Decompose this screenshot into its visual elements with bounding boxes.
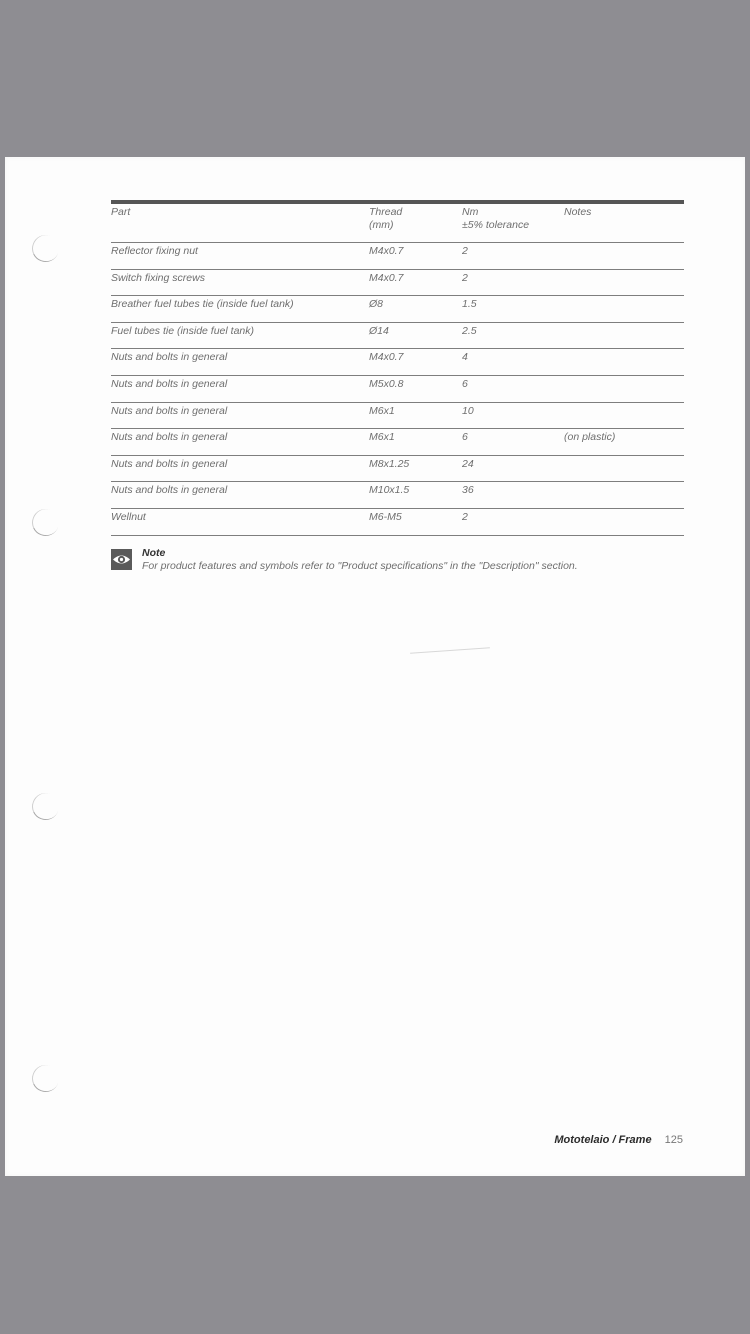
header-notes: Notes <box>564 206 592 218</box>
table-row <box>111 243 684 270</box>
cell-thread: M6x1 <box>369 404 395 417</box>
header-thread-line1: Thread <box>369 206 403 218</box>
document-page <box>5 157 745 1176</box>
cell-thread: M10x1.5 <box>369 484 410 497</box>
table-row <box>111 509 684 536</box>
table-row <box>111 270 684 297</box>
note-text: For product features and symbols refer to "Product specifications" in the "Description" section. <box>142 560 578 572</box>
table-row <box>111 376 684 403</box>
cell-nm: 2 <box>462 245 468 257</box>
footer-section-title: Mototelaio / Frame <box>554 1134 652 1146</box>
binder-hole <box>28 1061 63 1096</box>
table-row <box>111 482 684 509</box>
cell-part: Reflector fixing nut <box>111 245 198 257</box>
cell-part: Nuts and bolts in general <box>111 351 228 364</box>
cell-thread: M8x1.25 <box>369 457 410 470</box>
table-row <box>111 429 684 456</box>
scan-mark <box>410 647 490 654</box>
cell-part: Nuts and bolts in general <box>111 457 228 470</box>
cell-thread: M5x0.8 <box>369 377 404 390</box>
cell-nm: 6 <box>462 377 468 390</box>
cell-part: Breather fuel tubes tie (inside fuel tank) <box>111 298 294 311</box>
cell-thread: M4x0.7 <box>369 245 404 257</box>
cell-thread: Ø14 <box>369 324 389 337</box>
binder-hole <box>28 505 63 540</box>
table-header-row <box>111 204 684 243</box>
cell-part: Nuts and bolts in general <box>111 377 228 390</box>
page-footer <box>554 1134 683 1146</box>
cell-part: Nuts and bolts in general <box>111 431 228 444</box>
cell-thread: M4x0.7 <box>369 351 404 364</box>
binder-hole <box>28 789 63 824</box>
header-thread-line2: (mm) <box>369 218 394 231</box>
cell-nm: 1.5 <box>462 298 477 311</box>
cell-thread: Ø8 <box>369 298 384 311</box>
cell-nm: 2.5 <box>462 324 477 337</box>
cell-part: Switch fixing screws <box>111 271 205 284</box>
eye-icon <box>111 549 132 570</box>
table-row <box>111 403 684 430</box>
table-row <box>111 323 684 350</box>
torque-table <box>111 204 684 536</box>
binder-hole <box>28 231 63 266</box>
note-title: Note <box>142 547 166 559</box>
cell-nm: 24 <box>462 457 474 470</box>
header-nm-line1: Nm <box>462 206 479 218</box>
header-nm-line2: ±5% tolerance <box>462 218 530 231</box>
page-number: 125 <box>664 1134 683 1146</box>
cell-thread: M6-M5 <box>369 510 402 523</box>
cell-thread: M4x0.7 <box>369 271 404 284</box>
cell-thread: M6x1 <box>369 431 395 444</box>
cell-nm: 2 <box>462 271 468 284</box>
cell-nm: 6 <box>462 431 468 444</box>
cell-part: Nuts and bolts in general <box>111 484 228 497</box>
header-nm <box>462 206 529 231</box>
cell-nm: 2 <box>462 510 468 523</box>
cell-part: Wellnut <box>111 510 146 523</box>
cell-part: Nuts and bolts in general <box>111 404 228 417</box>
cell-notes: (on plastic) <box>564 431 616 444</box>
table-row <box>111 349 684 376</box>
header-thread <box>369 206 402 231</box>
header-part: Part <box>111 206 131 218</box>
cell-nm: 4 <box>462 351 468 364</box>
cell-part: Fuel tubes tie (inside fuel tank) <box>111 324 254 337</box>
cell-nm: 10 <box>462 404 474 417</box>
cell-nm: 36 <box>462 484 474 497</box>
table-row <box>111 296 684 323</box>
table-row <box>111 456 684 483</box>
